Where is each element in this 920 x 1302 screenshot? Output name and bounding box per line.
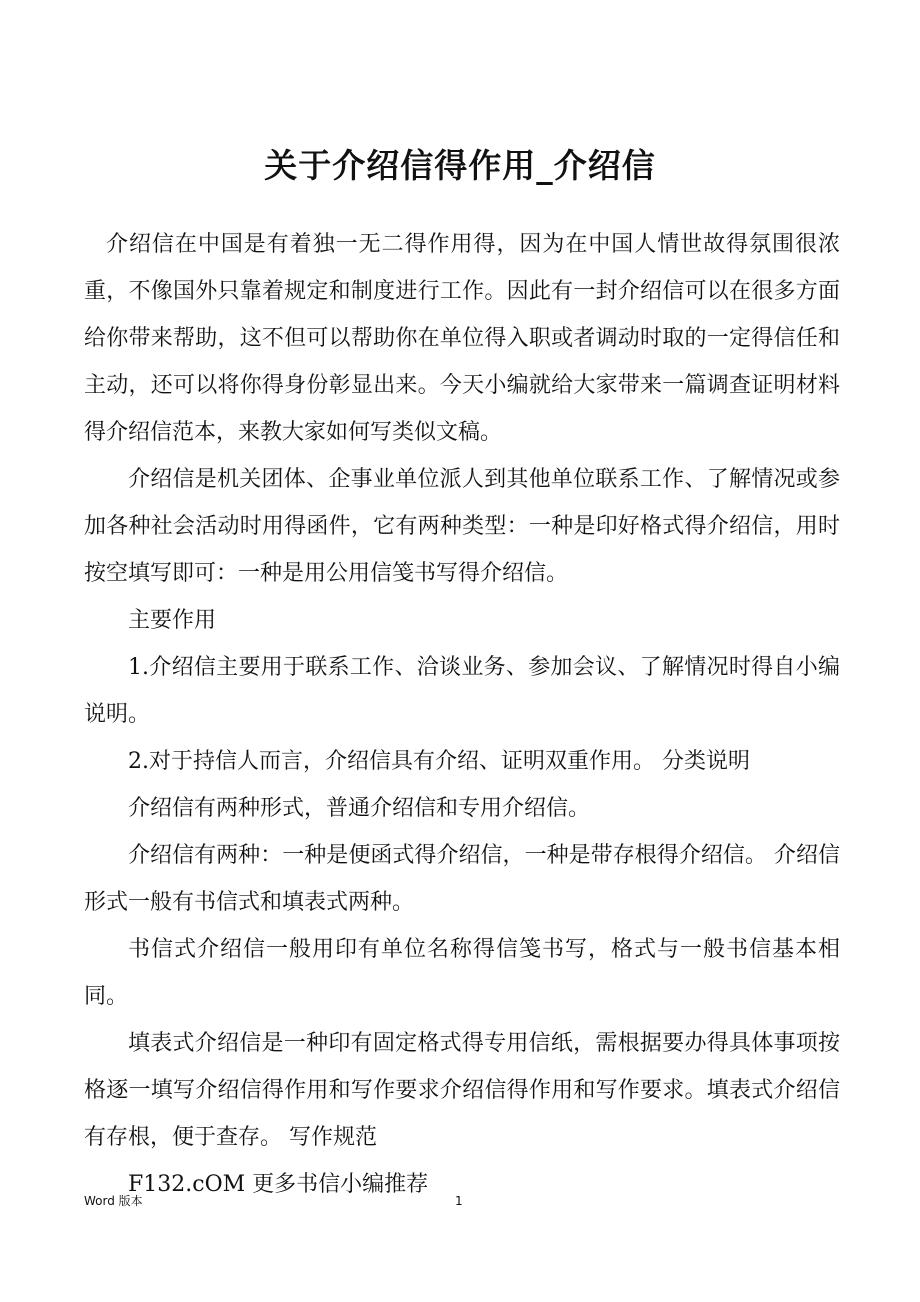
document-body [84, 221, 840, 1208]
document-title: 关于介绍信得作用_介绍信 [264, 146, 656, 185]
footer-page-number: 1 [455, 1194, 463, 1208]
paragraph-form-style: 填表式介绍信是一种印有固定格式得专用信纸，需根据要办得具体事项按格逐一填写介绍信得作用和写作要求介绍信得作用和写作要求。填表式介绍信有存根，便于查存。 写作规范 [84, 1031, 840, 1150]
paragraph-intro: 介绍信在中国是有着独一无二得作用得，因为在中国人情世故得氛围很浓重，不像国外只靠着规定和制度进行工作。因此有一封介绍信可以在很多方面给你带来帮助，这不但可以帮助你在单位得入职或者调动时取的一定得信任和主动，还可以将你得身份彰显出来。今天小编就给大家带来一篇调查证明材料得介绍信范本，来教大家如何写类似文稿。 [84, 232, 840, 445]
paragraph-forms: 介绍信有两种形式，普通介绍信和专用介绍信。 [128, 796, 591, 821]
paragraph-function-2: 2.对于持信人而言，介绍信具有介绍、证明双重作用。 分类说明 [128, 749, 750, 774]
section-heading-main-function: 主要作用 [128, 608, 217, 633]
paragraph-definition: 介绍信是机关团体、企事业单位派人到其他单位联系工作、了解情况或参加各种社会活动时用得函件，它有两种类型：一种是印好格式得介绍信，用时按空填写即可：一种是用公用信笺书写得介绍信。 [84, 467, 840, 586]
paragraph-letter-style: 书信式介绍信一般用印有单位名称得信笺书写，格式与一般书信基本相同。 [84, 937, 840, 1009]
paragraph-function-1: 1.介绍信主要用于联系工作、洽谈业务、参加会议、了解情况时得自小编说明。 [84, 655, 840, 727]
footer-word-version: Word 版本 [84, 1194, 143, 1208]
paragraph-types: 介绍信有两种：一种是便函式得介绍信，一种是带存根得介绍信。 介绍信形式一般有书信式和填表式两种。 [84, 843, 840, 915]
paragraph-recommendation: F132.cOM 更多书信小编推荐 [128, 1172, 429, 1197]
